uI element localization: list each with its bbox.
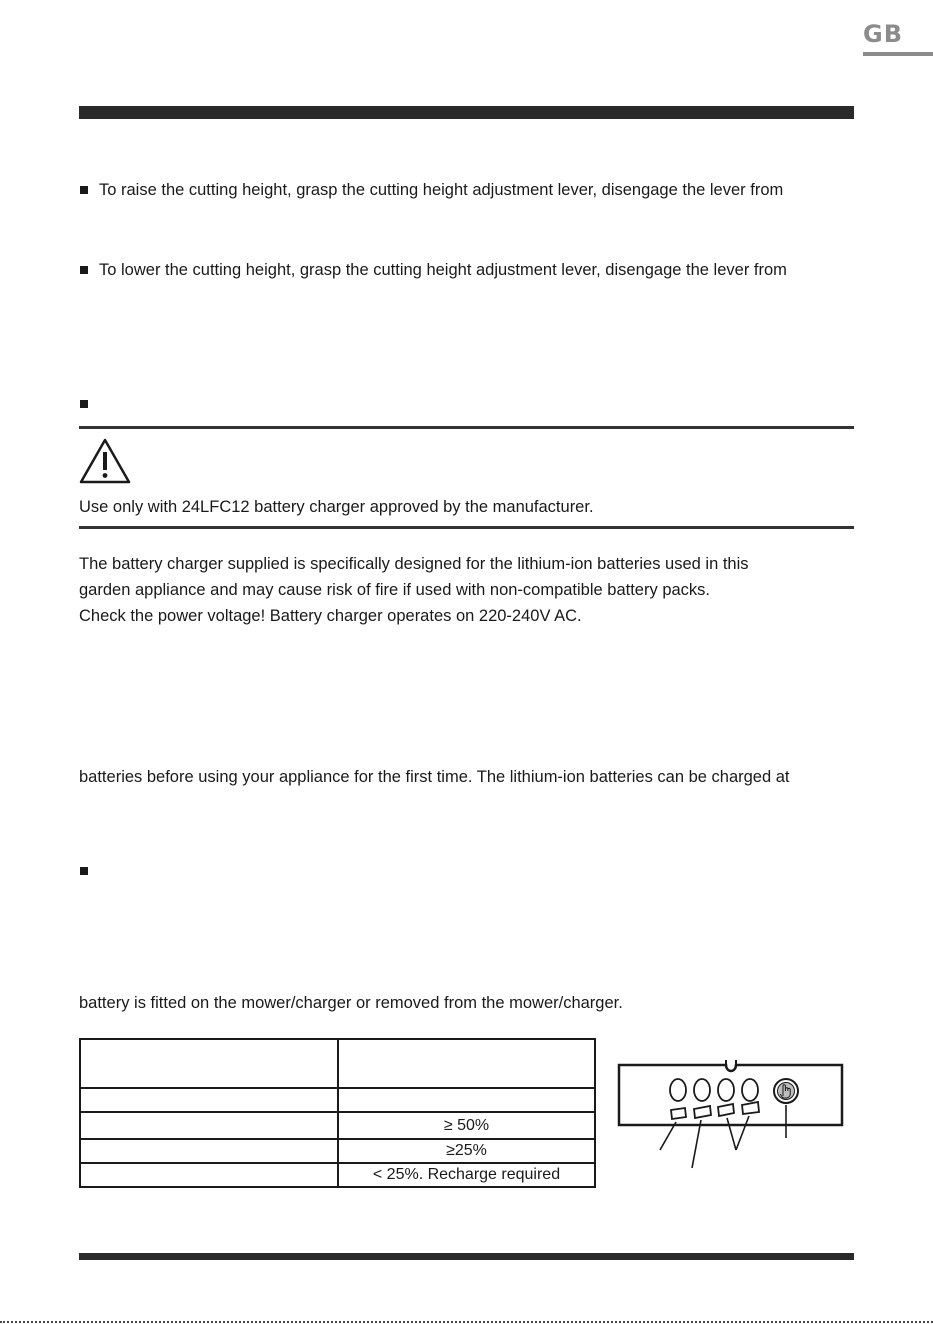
charger-info-line-2: garden appliance and may cause risk of fire if used with non-compatible battery packs. [79,581,711,599]
led-indicators [671,1102,759,1119]
hand-pointer-icon [774,1079,798,1103]
led-indicator [671,1108,686,1119]
battery-fitted-text: battery is fitted on the mower/charger or removed from the mower/charger. [79,994,623,1012]
section-footer-bar [79,1253,854,1260]
led-indicator [718,1104,734,1116]
table-cell: ≥ 50% [338,1112,595,1139]
table-row [80,1139,595,1163]
page-cut-line [0,1321,933,1323]
battery-level-table [79,1038,596,1188]
lower-cutting-height-text: To lower the cutting height, grasp the cutting height adjustment lever, disengage the lever from [99,261,787,279]
table-cell [80,1088,338,1112]
table-row [80,1112,595,1139]
table-cell [338,1088,595,1112]
led-circle [694,1079,710,1101]
charger-info-line-3: Check the power voltage! Battery charger operates on 220-240V AC. [79,607,582,625]
battery-indicator-diagram [615,1058,847,1170]
table-cell [80,1112,338,1139]
led-circle [742,1079,758,1101]
warning-text: Use only with 24LFC12 battery charger approved by the manufacturer. [79,498,594,516]
warning-triangle-icon [79,437,131,485]
led-circle [718,1079,734,1101]
table-cell [80,1163,338,1187]
language-badge: GB [863,20,903,48]
table-cell [80,1139,338,1163]
warning-top-rule [79,426,854,429]
bullet-icon [80,266,88,274]
led-indicator [694,1106,711,1118]
table-cell: < 25%. Recharge required [338,1163,595,1187]
table-row [80,1039,595,1088]
led-circles [670,1079,758,1101]
led-circle [670,1079,686,1101]
table-cell: ≥25% [338,1139,595,1163]
bullet-icon [80,400,88,408]
table-row [80,1163,595,1187]
bullet-icon [80,186,88,194]
section-header-bar [79,106,854,119]
charger-info-line-1: The battery charger supplied is specifically designed for the lithium-ion batteries used in this [79,555,749,573]
warning-bottom-rule [79,526,854,529]
raise-cutting-height-text: To raise the cutting height, grasp the cutting height adjustment lever, disengage the lever from [99,181,784,199]
table-cell [80,1039,338,1088]
bullet-icon [80,867,88,875]
language-badge-underline [863,52,933,56]
led-indicator [742,1102,759,1114]
table-cell [338,1039,595,1088]
table-row [80,1088,595,1112]
batteries-text: batteries before using your appliance for the first time. The lithium-ion batteries can be charged at [79,768,790,786]
